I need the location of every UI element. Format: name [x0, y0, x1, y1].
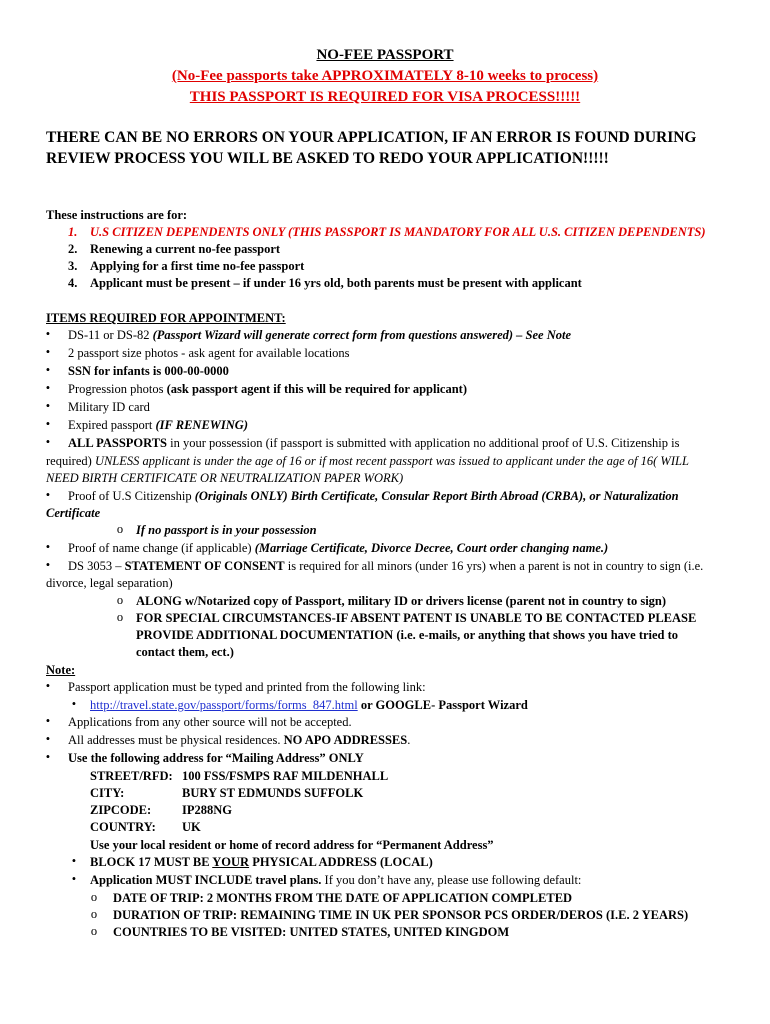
- item-text: Proof of name change (if applicable): [68, 541, 255, 555]
- instruction-num-1: 1.: [68, 225, 78, 239]
- item-progression: [68, 381, 467, 398]
- note-typed: Passport application must be typed and printed from the following link:: [68, 680, 426, 694]
- item-photos: [68, 345, 350, 362]
- consent-sub-item-2-line2: PROVIDE ADDITIONAL DOCUMENTATION (i.e. e-mails, or anything that shows you have tried to: [136, 628, 679, 642]
- item-expired: [68, 417, 248, 434]
- bullet-icon: [43, 345, 53, 360]
- note-text: BLOCK 17 MUST BE: [90, 855, 213, 869]
- bullet-icon: [43, 679, 53, 694]
- note-link-line: [90, 697, 528, 714]
- bullet-icon: [43, 540, 53, 555]
- item-all-passports-line3: NEED BIRTH CERTIFICATE OR NEUTRALIZATION PAPER WORK): [46, 471, 404, 485]
- bullet-icon: [69, 872, 79, 887]
- note-text-end: PHYSICAL ADDRESS (LOCAL): [249, 855, 433, 869]
- note-physical: [68, 732, 410, 749]
- bullet-icon: [43, 381, 53, 396]
- note-text-end: .: [407, 733, 411, 747]
- item-text: Proof of U.S Citizenship: [68, 489, 195, 503]
- sub-bullet-icon: [115, 593, 125, 608]
- address-value-street: 100 FSS/FSMPS RAF MILDENHALL: [182, 769, 389, 783]
- block17-note: [90, 854, 433, 871]
- item-text: 2 passport size photos -: [68, 346, 189, 360]
- travel-item-duration: DURATION OF TRIP: REMAINING TIME IN UK PER SPONSOR PCS ORDER/DEROS (I.E. 2 YEARS): [113, 908, 689, 922]
- items-required-heading: ITEMS REQUIRED FOR APPOINTMENT:: [46, 311, 286, 325]
- item-citizenship-line2: Certificate: [46, 506, 101, 520]
- address-value-zip: IP288NG: [182, 803, 232, 817]
- sub-bullet-icon: [89, 907, 99, 922]
- item-ds3053-line2: divorce, legal separation): [46, 576, 173, 590]
- bullet-icon: [43, 363, 53, 378]
- note-other-source: Applications from any other source will not be accepted.: [68, 715, 352, 729]
- bullet-icon: [43, 488, 53, 503]
- address-label-street: STREET/RFD:: [90, 769, 173, 783]
- bullet-icon: [43, 435, 53, 450]
- item-ds3053: [68, 558, 703, 575]
- address-value-city: BURY ST EDMUNDS SUFFOLK: [182, 786, 364, 800]
- item-note: ask agent for available locations: [188, 346, 350, 360]
- item-text: DS 3053 –: [68, 559, 125, 573]
- address-label-country: COUNTRY:: [90, 820, 156, 834]
- sub-bullet-icon: [89, 924, 99, 939]
- instruction-item-3: Applying for a first time no-fee passport: [90, 259, 305, 273]
- bullet-icon: [43, 750, 53, 765]
- item-note: UNLESS applicant is under the age of 16 or if most recent passport was issued to applicant under the age of 16( WILL: [94, 454, 689, 468]
- note-heading: Note:: [46, 663, 76, 677]
- instruction-item-4: Applicant must be present – if under 16 yrs old, both parents must be present with applicant: [90, 276, 582, 290]
- item-note: (Originals ONLY) Birth Certificate, Consular Report Birth Abroad (CRBA), or Naturalization: [194, 489, 679, 503]
- item-text: ALL PASSPORTS: [68, 436, 168, 450]
- bullet-icon: [43, 399, 53, 414]
- item-note: (IF RENEWING): [155, 418, 248, 432]
- address-label-zip: ZIPCODE:: [90, 803, 152, 817]
- link-suffix: or GOOGLE- Passport Wizard: [357, 698, 528, 712]
- item-ds11: [68, 327, 571, 344]
- instruction-num-2: 2.: [68, 242, 78, 256]
- note-emphasis: NO APO ADDRESSES: [283, 733, 408, 747]
- consent-sub-item-1: ALONG w/Notarized copy of Passport, military ID or drivers license (parent not in country to sign): [136, 594, 667, 608]
- address-label-city: CITY:: [90, 786, 125, 800]
- item-note: (Marriage Certificate, Divorce Decree, Court order changing name.): [254, 541, 609, 555]
- permanent-address-note: Use your local resident or home of record address for “Permanent Address”: [90, 838, 494, 852]
- mailing-heading: Use the following address for “Mailing Address” ONLY: [68, 751, 364, 765]
- citizenship-sub-item: If no passport is in your possession: [136, 523, 317, 537]
- sub-bullet-icon: [115, 522, 125, 537]
- item-ssn: SSN for infants is 000-00-0000: [68, 364, 229, 378]
- bullet-icon: [69, 854, 79, 869]
- note-emphasis: YOUR: [212, 855, 250, 869]
- item-note: in your possession (if passport is submitted with application no additional proof of U.S. Citizenship is: [167, 436, 680, 450]
- page-title: NO-FEE PASSPORT: [316, 47, 454, 63]
- instruction-num-3: 3.: [68, 259, 78, 273]
- instructions-heading: These instructions are for:: [46, 208, 188, 222]
- item-citizenship: [68, 488, 679, 505]
- item-military-id: Military ID card: [68, 400, 150, 414]
- visa-notice: THIS PASSPORT IS REQUIRED FOR VISA PROCESS!!!!!: [189, 89, 581, 105]
- item-all-passports: [68, 435, 679, 452]
- sub-bullet-icon: [89, 890, 99, 905]
- bullet-icon: [43, 417, 53, 432]
- consent-sub-item-2-line3: contact them, ect.): [136, 645, 234, 659]
- consent-sub-item-2: FOR SPECIAL CIRCUMSTANCES-IF ABSENT PATENT IS UNABLE TO BE CONTACTED PLEASE: [136, 611, 697, 625]
- error-warning: THERE CAN BE NO ERRORS ON YOUR APPLICATION, IF AN ERROR IS FOUND DURING REVIEW PROCESS YOU WILL BE ASKED TO REDO YOUR APPLICATION!!!!!: [46, 129, 697, 167]
- item-text: required): [46, 454, 95, 468]
- travel-item-date: DATE OF TRIP: 2 MONTHS FROM THE DATE OF APPLICATION COMPLETED: [113, 891, 573, 905]
- item-note: is required for all minors (under 16 yrs) when a parent is not in country to sign (i.e.: [284, 559, 704, 573]
- bullet-icon: [43, 732, 53, 747]
- bullet-icon: [43, 714, 53, 729]
- note-text: All addresses must be physical residences.: [68, 733, 284, 747]
- travel-item-countries: COUNTRIES TO BE VISITED: UNITED STATES, UNITED KINGDOM: [113, 925, 510, 939]
- address-value-country: UK: [182, 820, 201, 834]
- processing-time-notice: (No-Fee passports take APPROXIMATELY 8-10 weeks to process): [171, 68, 599, 84]
- note-text: If you don’t have any, please use following default:: [321, 873, 582, 887]
- item-note: (ask passport agent if this will be required for applicant): [166, 382, 467, 396]
- item-text: DS-11 or DS-82: [68, 328, 153, 342]
- item-name-change: [68, 540, 608, 557]
- bullet-icon: [69, 697, 79, 712]
- bullet-icon: [43, 327, 53, 342]
- note-emphasis: Application MUST INCLUDE travel plans.: [90, 873, 322, 887]
- instruction-item-1: U.S CITIZEN DEPENDENTS ONLY (THIS PASSPORT IS MANDATORY FOR ALL U.S. CITIZEN DEPENDENTS): [90, 225, 706, 239]
- sub-bullet-icon: [115, 610, 125, 625]
- instruction-num-4: 4.: [68, 276, 78, 290]
- item-all-passports-line2: [46, 453, 689, 470]
- passport-forms-link[interactable]: http://travel.state.gov/passport/forms/forms_847.html: [90, 698, 358, 712]
- bullet-icon: [43, 558, 53, 573]
- item-note: (Passport Wizard will generate correct form from questions answered) – See Note: [152, 328, 572, 342]
- item-text: Expired passport: [68, 418, 156, 432]
- item-text: Progression photos: [68, 382, 167, 396]
- travel-plans-note: [90, 872, 581, 889]
- item-emphasis: STATEMENT OF CONSENT: [124, 559, 285, 573]
- instruction-item-2: Renewing a current no-fee passport: [90, 242, 281, 256]
